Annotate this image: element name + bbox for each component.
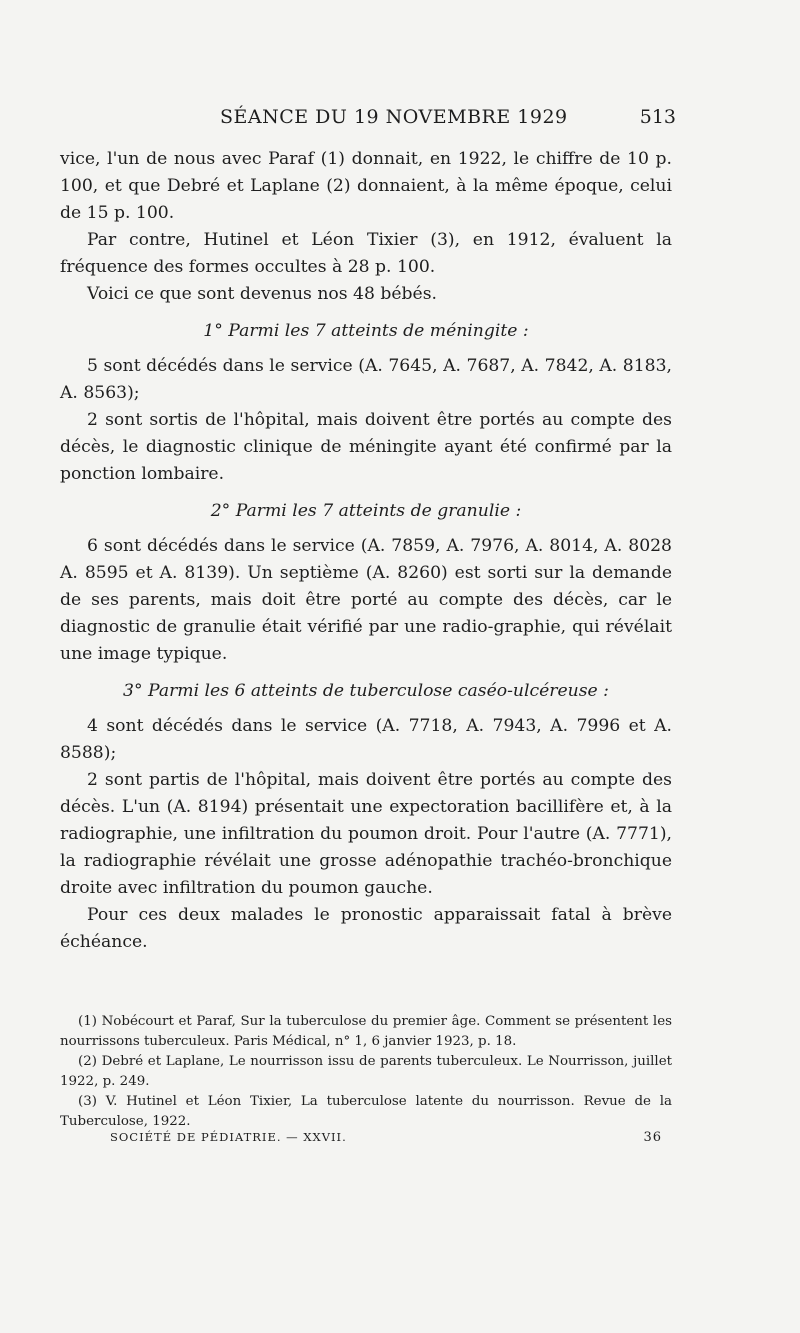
footnote: (1) Nobécourt et Paraf, Sur la tuberculose du premier âge. Comment se présentent les nourrissons tuberculeux. Paris Médical, n° 1, 6 janvier 1923, p. 18. [60, 1014, 672, 1049]
paragraph: 2 sont partis de l'hôpital, mais doivent être portés au compte des décès. L'un (A. 8194) présentait une expectoration bacillifère et, à la radiographie, une infiltration du poumon droit. Pour l'autre (A. 7771), la radiographie révélait une grosse adénopathie trachéo-bronchique droite avec infiltration du poumon gauche. [60, 770, 672, 898]
section-heading: 2° Parmi les 7 atteints de granulie : [210, 501, 522, 521]
paragraph: vice, l'un de nous avec Paraf (1) donnait, en 1922, le chiffre de 10 p. 100, et que Debré et Laplane (2) donnaient, à la même époque, celui de 15 p. 100. [60, 149, 672, 223]
footnote: (2) Debré et Laplane, Le nourrisson issu de parents tuberculeux. Le Nourrisson, juillet 1922, p. 249. [60, 1054, 672, 1089]
paragraph: Par contre, Hutinel et Léon Tixier (3), en 1912, évaluent la fréquence des formes occultes à 28 p. 100. [60, 230, 672, 277]
paragraph: 4 sont décédés dans le service (A. 7718, A. 7943, A. 7996 et A. 8588); [60, 716, 672, 763]
body-text [60, 146, 672, 956]
running-title: SÉANCE DU 19 NOVEMBRE 1929 [220, 106, 568, 128]
paragraph: 5 sont décédés dans le service (A. 7645, A. 7687, A. 7842, A. 8183, A. 8563); [60, 356, 672, 403]
sheet-number: 36 [643, 1130, 662, 1145]
signature-mark: SOCIÉTÉ DE PÉDIATRIE. — XXVII. [110, 1130, 347, 1144]
footnote: (3) V. Hutinel et Léon Tixier, La tuberculose latente du nourrisson. Revue de la Tuberculose, 1922. [60, 1094, 672, 1129]
footnotes [60, 1012, 672, 1132]
paragraph: Pour ces deux malades le pronostic apparaissait fatal à brève échéance. [60, 905, 672, 952]
paragraph: 2 sont sortis de l'hôpital, mais doivent être portés au compte des décès, le diagnostic clinique de méningite ayant été confirmé par la ponction lombaire. [60, 410, 672, 484]
paragraph: 6 sont décédés dans le service (A. 7859, A. 7976, A. 8014, A. 8028 A. 8595 et A. 8139). Un septième (A. 8260) est sorti sur la demande de ses parents, mais doit être porté au compte des décès, car le diagnostic de granulie était vérifié par une radio-graphie, qui révélait une image typique. [60, 536, 672, 664]
section-heading: 1° Parmi les 7 atteints de méningite : [203, 321, 529, 341]
running-header [60, 106, 676, 136]
page-number: 513 [639, 106, 676, 128]
section-heading: 3° Parmi les 6 atteints de tuberculose caséo-ulcéreuse : [123, 681, 609, 701]
paragraph: Voici ce que sont devenus nos 48 bébés. [87, 284, 437, 304]
